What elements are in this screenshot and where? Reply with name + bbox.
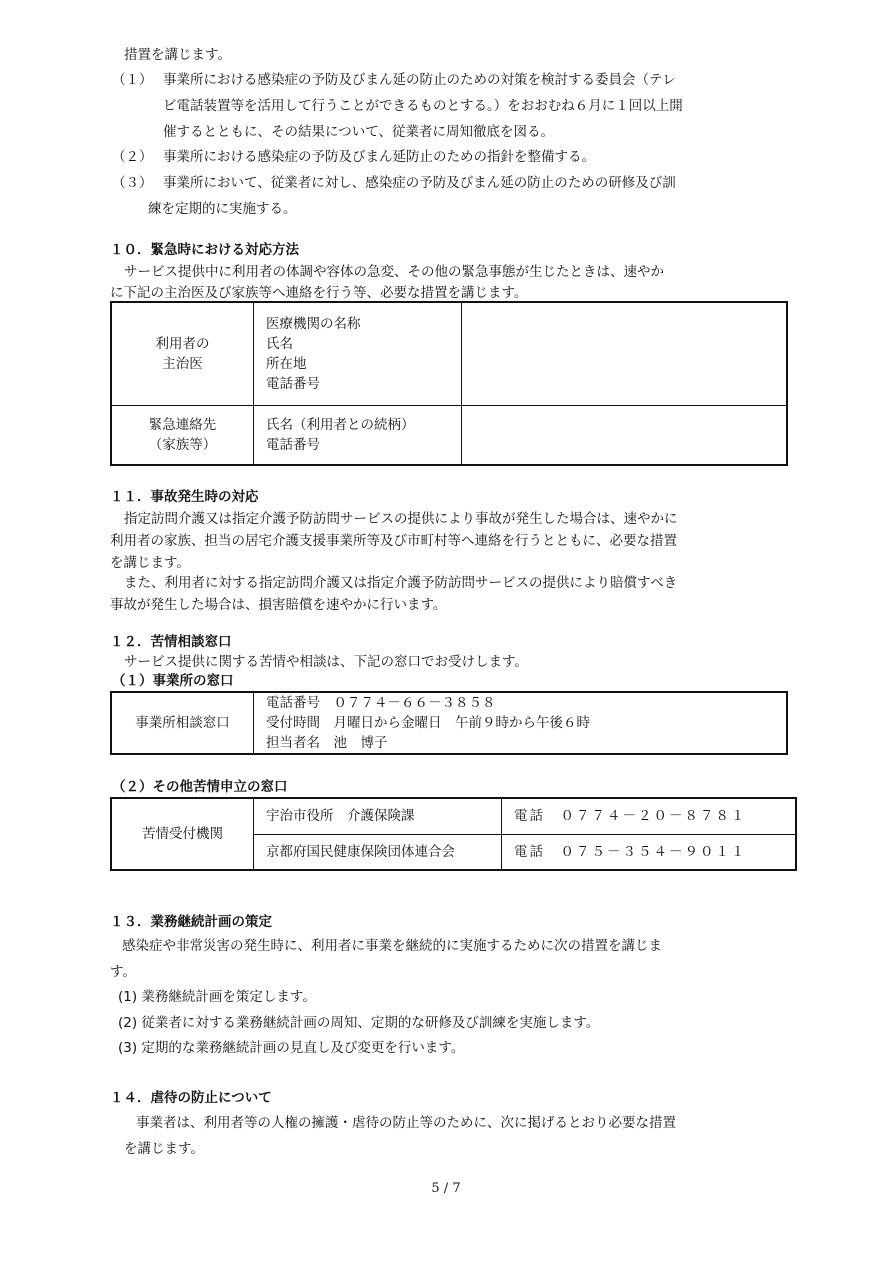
section-10-heading: １０．緊急時における対応方法: [110, 242, 299, 258]
section-13-para-line1: 感染症や非常災害の発生時に、利用者に事業を継続的に実施するために次の措置を講じま: [122, 938, 662, 954]
section-14-para-line1: 事業者は、利用者等の人権の擁護・虐待の防止等のために、次に掲げるとおり必要な措置: [136, 1115, 676, 1131]
intro-item-3-num: （３）: [112, 175, 153, 191]
org-2-name: 京都府国民健康保険団体連合会: [254, 834, 502, 870]
intro-item-1-line2: ビ電話装置等を活用して行うことができるものとする。）をおおむね６月に１回以上開: [163, 98, 683, 114]
section-13-para-line2: す。: [110, 964, 136, 980]
emergency-label-line1: 緊急連絡先: [148, 416, 217, 433]
intro-item-3-line1: 事業所において、従業者に対し、感染症の予防及びまん延の防止のための研修及び訓: [163, 175, 676, 191]
complaint-org-label: 苦情受付機関: [111, 798, 254, 870]
section-14-heading: １４．虐待の防止について: [110, 1090, 272, 1106]
field-phone: 電話番号: [266, 375, 320, 392]
office-label: 事業所相談窓口: [111, 692, 254, 754]
field-address: 所在地: [266, 355, 307, 372]
office-details: [254, 692, 788, 754]
section-11-para1-line3: を講じます。: [110, 555, 190, 571]
section-11-para2-line2: 事故が発生した場合は、損害賠償を速やかに行います。: [110, 597, 447, 613]
section-11-para1-line1: 指定訪問介護又は指定介護予防訪問サービスの提供により事故が発生した場合は、速やかに: [124, 511, 678, 527]
emergency-value-cell: [462, 405, 788, 465]
complaint-org-table: [110, 797, 797, 871]
section-11-para1-line2: 利用者の家族、担当の居宅介護支援事業所等及び市町村等へ連絡を行うとともに、必要な措置: [110, 533, 677, 549]
office-phone: 電話番号 ０７７４－６６－３８５８: [266, 695, 496, 711]
section-12-sub1: （１）事業所の窓口: [112, 673, 234, 689]
intro-item-2-line1: 事業所における感染症の予防及びまん延防止のための指針を整備する。: [163, 149, 595, 165]
section-11-para2-line1: また、利用者に対する指定訪問介護又は指定介護予防訪問サービスの提供により賠償すべき: [124, 575, 678, 591]
section-12-para: サービス提供に関する苦情や相談は、下記の窓口でお受けします。: [124, 654, 528, 670]
emergency-contact-label: [111, 405, 254, 465]
emergency-contact-table: [110, 301, 788, 466]
field-name: 氏名: [266, 335, 293, 352]
section-10-para-line1: サービス提供中に利用者の体調や容体の急変、その他の緊急事態が生じたときは、速やか: [124, 264, 664, 280]
physician-label: [111, 302, 254, 405]
page-number: 5 / 7: [431, 1181, 461, 1196]
field-contact-phone: 電話番号: [266, 436, 320, 453]
intro-line: 措置を講じます。: [124, 47, 231, 63]
office-contact-table: [110, 691, 788, 755]
field-institution-name: 医療機関の名称: [266, 315, 361, 332]
physician-fields: [254, 302, 462, 405]
intro-item-1-line1: 事業所における感染症の予防及びまん延の防止のための対策を検討する委員会（テレ: [163, 72, 676, 88]
section-14-para-line2: を講じます。: [124, 1141, 204, 1157]
emergency-contact-fields: [254, 405, 462, 465]
intro-item-2-num: （２）: [112, 149, 153, 165]
org-1-phone: 電話 ０７７４－２０－８７８１: [502, 798, 797, 834]
section-13-item-1: (1) 業務継続計画を策定します。: [118, 989, 316, 1005]
section-13-item-3: (3) 定期的な業務継続計画の見直し及び変更を行います。: [118, 1040, 465, 1056]
field-name-relation: 氏名（利用者との続柄）: [266, 416, 415, 433]
intro-item-1-num: （１）: [112, 72, 153, 88]
office-hours: 受付時間 月曜日から金曜日 午前９時から午後６時: [266, 715, 590, 731]
org-2-phone: 電話 ０７５－３５４－９０１１: [502, 834, 797, 870]
section-12-sub2: （２）その他苦情申立の窓口: [112, 779, 288, 795]
physician-value-cell: [462, 302, 788, 405]
org-1-name: 宇治市役所 介護保険課: [254, 798, 502, 834]
section-12-heading: １２．苦情相談窓口: [110, 634, 232, 650]
physician-label-line1: 利用者の: [155, 335, 210, 352]
section-10-para-line2: に下記の主治医及び家族等へ連絡を行う等、必要な措置を講じます。: [110, 285, 528, 301]
intro-item-1-line3: 催するとともに、その結果について、従業者に周知徹底を図る。: [163, 124, 554, 140]
emergency-label-line2: （家族等）: [148, 436, 217, 453]
section-13-heading: １３．業務継続計画の策定: [110, 914, 272, 930]
office-contact-person: 担当者名 池 博子: [266, 735, 388, 751]
section-13-item-2: (2) 従業者に対する業務継続計画の周知、定期的な研修及び訓練を実施します。: [118, 1015, 600, 1031]
section-11-heading: １１．事故発生時の対応: [110, 489, 259, 505]
physician-label-line2: 主治医: [162, 355, 203, 372]
intro-item-3-line2: 練を定期的に実施する。: [148, 201, 297, 217]
